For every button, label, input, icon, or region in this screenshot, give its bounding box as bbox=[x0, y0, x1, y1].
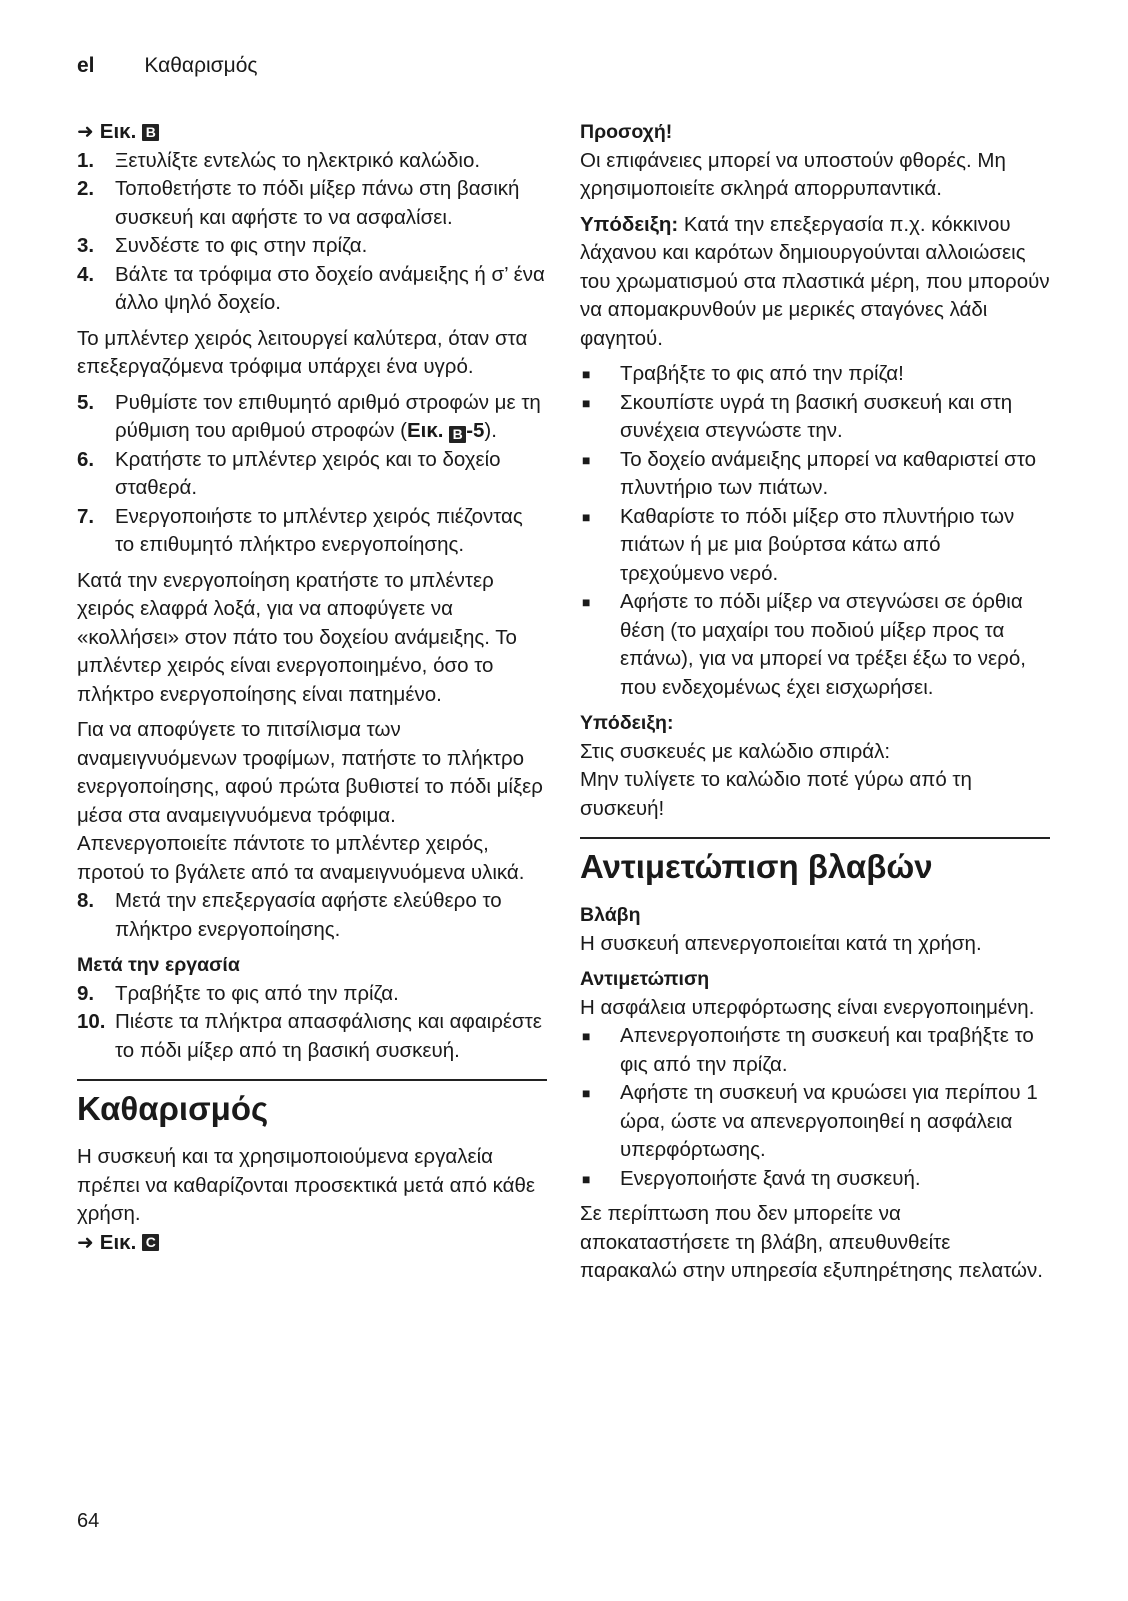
inline-figure-label: Εικ. bbox=[406, 419, 444, 442]
section-divider bbox=[77, 1079, 547, 1081]
list-item: ■ Το δοχείο ανάμειξης μπορεί να καθαριστεί στο πλυντήριο των πιάτων. bbox=[580, 446, 1050, 503]
figure-letter: B bbox=[142, 124, 159, 141]
list-item: ■ Απενεργοποιήστε τη συσκευή και τραβήξτε το φις από την πρίζα. bbox=[580, 1022, 1050, 1079]
square-bullet-icon: ■ bbox=[582, 594, 591, 610]
paragraph: Το μπλέντερ χειρός λειτουργεί καλύτερα, όταν στα επεξεργαζόμενα τρόφιμα υπάρχει ένα υγρό. bbox=[77, 326, 528, 378]
list-item: ■ Σκουπίστε υγρά τη βασική συσκευή και στη συνέχεια στεγνώστε την. bbox=[580, 389, 1050, 446]
step-item: 8. Μετά την επεξεργασία αφήστε ελεύθερο το πλήκτρο ενεργοποίησης. bbox=[77, 889, 502, 941]
hint-heading: Υπόδειξη: bbox=[580, 712, 674, 734]
steps-list-2 bbox=[77, 389, 547, 560]
left-column bbox=[77, 118, 547, 1257]
troubleshooting-heading: Αντιμετώπιση βλαβών bbox=[580, 848, 933, 885]
step-item: 6. Κρατήστε το μπλέντερ χειρός και το δοχείο σταθερά. bbox=[77, 447, 501, 499]
step-item: 9. Τραβήξτε το φις από την πρίζα. bbox=[77, 981, 399, 1005]
list-item: ■ Ενεργοποιήστε ξανά τη συσκευή. bbox=[580, 1165, 1050, 1194]
paragraph: Κατά την ενεργοποίηση κρατήστε το μπλέντερ χειρός ελαφρά λοξά, για να αποφύγετε να «κολλήσει» στον πάτο του δοχείου ανάμειξης. Το μπλέντερ χειρός είναι ενεργοποιημένο, όσο το πλήκτρο ενεργοποίησης είναι πατημένο. bbox=[77, 568, 517, 706]
steps-list-4 bbox=[77, 980, 547, 1066]
figure-label: Εικ. bbox=[99, 120, 137, 143]
square-bullet-icon: ■ bbox=[582, 1028, 591, 1044]
paragraph: Στις συσκευές με καλώδιο σπιράλ: bbox=[580, 739, 891, 763]
language-code: el bbox=[77, 54, 95, 77]
caution-heading: Προσοχή! bbox=[580, 121, 673, 143]
cleaning-heading: Καθαρισμός bbox=[77, 1090, 269, 1127]
step-item: 10. Πιέστε τα πλήκτρα απασφάλισης και αφαιρέστε το πόδι μίξερ από τη βασική συσκευή. bbox=[77, 1010, 542, 1062]
figure-reference-b bbox=[77, 118, 547, 147]
list-item: ■ Καθαρίστε το πόδι μίξερ στο πλυντήριο των πιάτων ή με μια βούρτσα κάτω από τρεχούμενο νερό. bbox=[580, 503, 1050, 589]
steps-list-1 bbox=[77, 147, 547, 318]
step-item: 4. Βάλτε τα τρόφιμα στο δοχείο ανάμειξης ή σ’ ένα άλλο ψηλό δοχείο. bbox=[77, 262, 545, 314]
hint-paragraph: Υπόδειξη: Κατά την επεξεργασία π.χ. κόκκινου λάχανου και καρότων δημιουργούνται αλλοιώσεις του χρωματισμού στα πλαστικά μέρη, που μπορούν να απομακρυνθούν με μερικές σταγόνες λάδι φαγητού. bbox=[580, 212, 1050, 350]
page-number: 64 bbox=[77, 1510, 100, 1532]
paragraph: Η ασφάλεια υπερφόρτωσης είναι ενεργοποιημένη. bbox=[580, 995, 1035, 1019]
square-bullet-icon: ■ bbox=[582, 1085, 591, 1101]
figure-reference-c bbox=[77, 1229, 547, 1258]
after-work-heading: Μετά την εργασία bbox=[77, 954, 240, 976]
hint-label: Υπόδειξη: bbox=[580, 212, 679, 236]
paragraph: Η συσκευή και τα χρησιμοποιούμενα εργαλεία πρέπει να καθαρίζονται προσεκτικά μετά από κάθε χρήση. bbox=[77, 1145, 536, 1225]
square-bullet-icon: ■ bbox=[582, 451, 591, 468]
steps-list-3 bbox=[77, 887, 547, 944]
arrow-right-icon: ➜ bbox=[77, 121, 94, 143]
list-item: ■ Αφήστε τη συσκευή να κρυώσει για περίπου 1 ώρα, ώστε να απενεργοποιηθεί η ασφάλεια υπερφόρτωσης. bbox=[580, 1079, 1050, 1165]
paragraph: Για να αποφύγετε το πιτσίλισμα των αναμειγνυόμενων τροφίμων, πατήστε το πλήκτρο ενεργοποίησης, αφού πρώτα βυθιστεί το πόδι μίξερ μέσα στα αναμειγνυόμενα τρόφιμα. bbox=[77, 718, 543, 827]
square-bullet-icon: ■ bbox=[582, 366, 591, 382]
right-column bbox=[580, 118, 1050, 1293]
figure-label: Εικ. bbox=[99, 1230, 137, 1254]
square-bullet-icon: ■ bbox=[582, 508, 591, 525]
section-name: Καθαρισμός bbox=[144, 54, 258, 77]
step-item: 1. Ξετυλίξτε εντελώς το ηλεκτρικό καλώδιο. bbox=[77, 148, 481, 172]
paragraph: Μην τυλίγετε το καλώδιο ποτέ γύρω από τη συσκευή! bbox=[580, 768, 972, 820]
paragraph: Οι επιφάνειες μπορεί να υποστούν φθορές. Μη χρησιμοποιείτε σκληρά απορρυπαντικά. bbox=[580, 148, 1006, 200]
step-item: 3. Συνδέστε το φις στην πρίζα. bbox=[77, 234, 368, 257]
inline-figure-letter: B bbox=[449, 426, 466, 443]
fault-heading: Βλάβη bbox=[580, 904, 641, 926]
list-item: ■ Τραβήξτε το φις από την πρίζα! bbox=[580, 360, 1050, 389]
square-bullet-icon: ■ bbox=[582, 1170, 591, 1187]
remedy-bullets bbox=[580, 1022, 1050, 1193]
remedy-heading: Αντιμετώπιση bbox=[580, 968, 710, 990]
paragraph: Απενεργοποιείτε πάντοτε το μπλέντερ χειρός, προτού το βγάλετε από τα αναμειγνυόμενα υλικά. bbox=[77, 832, 525, 884]
page-header bbox=[77, 54, 258, 78]
step-item: 5. Ρυθμίστε τον επιθυμητό αριθμό στροφών με τη ρύθμιση του αριθμού στροφών (Εικ. B -5). bbox=[77, 390, 541, 442]
step-item: 2. Τοποθετήστε το πόδι μίξερ πάνω στη βασική συσκευή και αφήστε το να ασφαλίσει. bbox=[77, 177, 520, 229]
cleaning-bullets bbox=[580, 360, 1050, 702]
paragraph: Σε περίπτωση που δεν μπορείτε να αποκαταστήσετε τη βλάβη, απευθυνθείτε παρακαλώ στην υπηρεσία εξυπηρέτησης πελατών. bbox=[580, 1202, 1043, 1282]
arrow-right-icon: ➜ bbox=[77, 1231, 94, 1254]
paragraph: Η συσκευή απενεργοποιείται κατά τη χρήση. bbox=[580, 931, 982, 955]
square-bullet-icon: ■ bbox=[582, 394, 591, 411]
list-item: ■ Αφήστε το πόδι μίξερ να στεγνώσει σε όρθια θέση (το μαχαίρι του ποδιού μίξερ προς τα επάνω), για να μπορεί να τρέξει έξω το νερό, που ενδεχομένως έχει εισχωρήσει. bbox=[580, 588, 1050, 702]
figure-letter: C bbox=[142, 1234, 159, 1251]
step-item: 7. Ενεργοποιήστε το μπλέντερ χειρός πιέζοντας το επιθυμητό πλήκτρο ενεργοποίησης. bbox=[77, 504, 523, 556]
section-divider bbox=[580, 837, 1050, 839]
